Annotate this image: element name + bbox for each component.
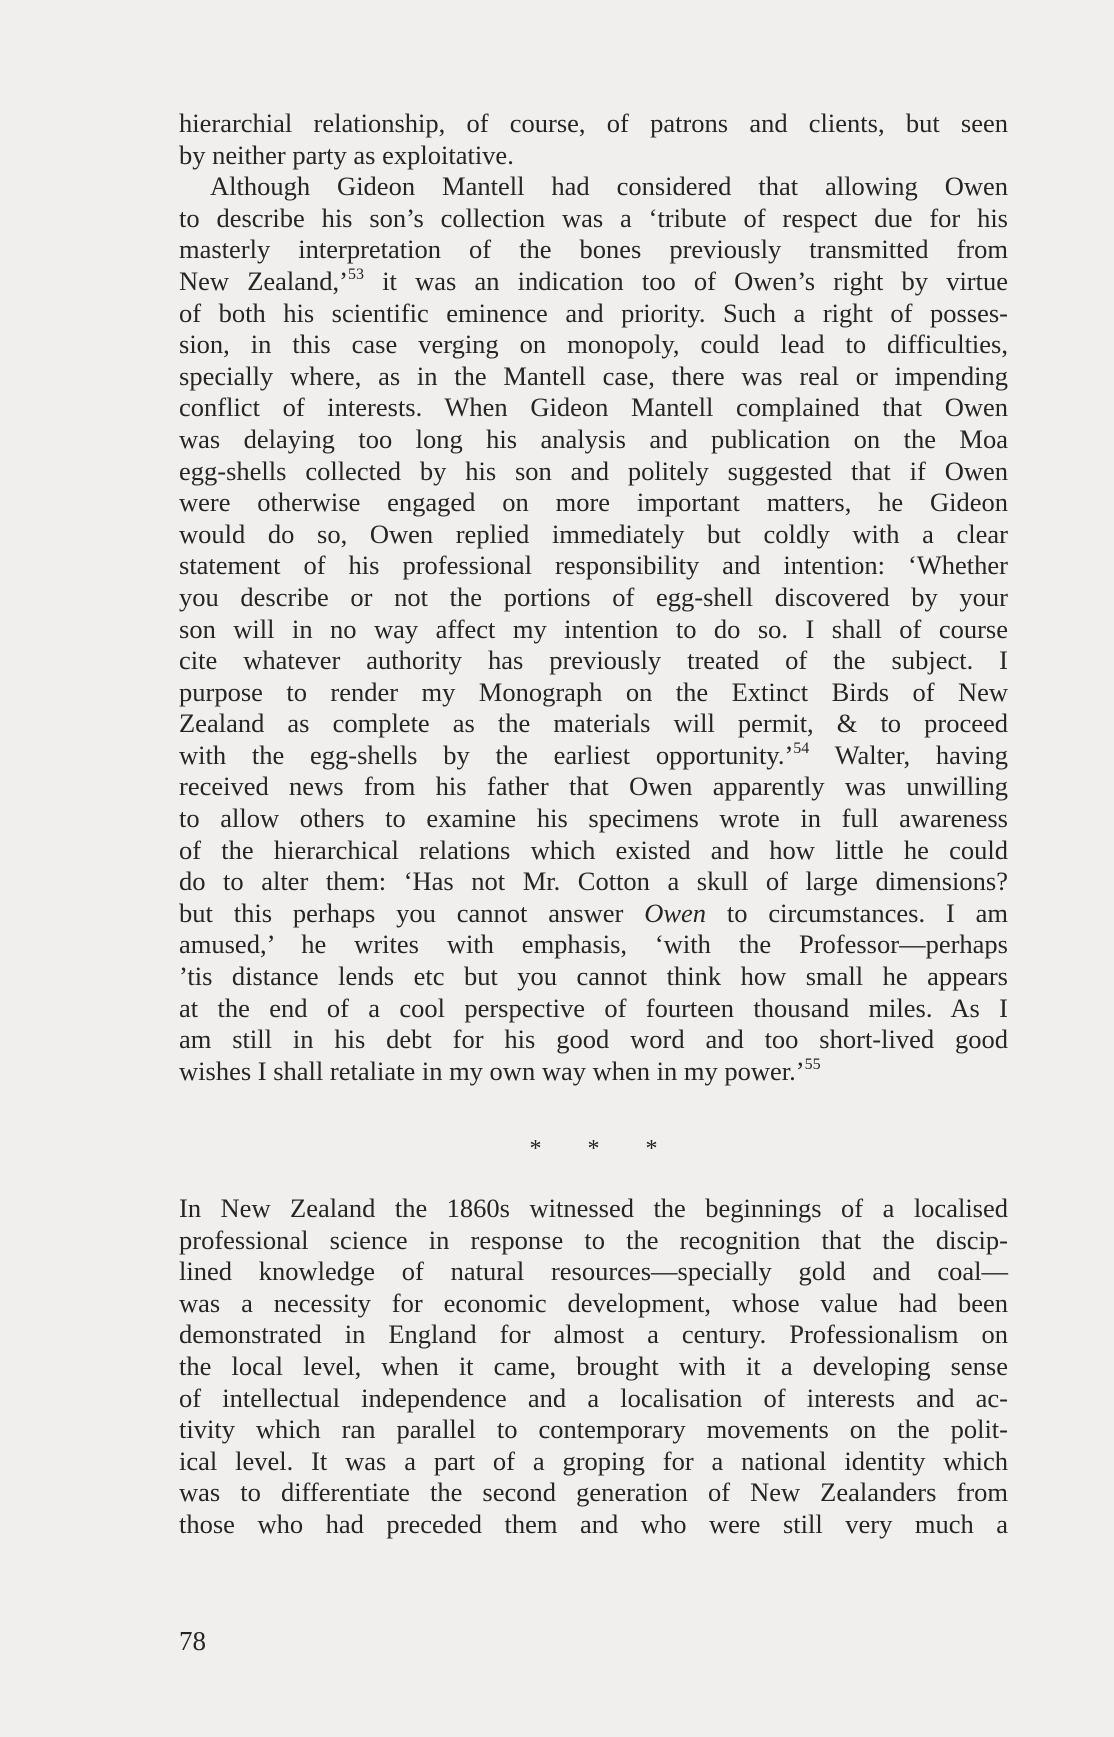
text-run: cite whatever authority has previously treated of the subject. I: [179, 645, 1008, 676]
text-run: of intellectual independence and a localisation of interests and ac-: [179, 1382, 1008, 1413]
text-line: [179, 582, 1008, 614]
text-run: received news from his father that Owen apparently was unwilling: [179, 771, 1008, 802]
text-line: [179, 961, 1008, 993]
top-text-block: [179, 108, 1008, 1087]
paragraph: [179, 171, 1008, 1087]
text-run: to allow others to examine his specimens wrote in full awareness: [179, 803, 1008, 834]
text-line: [179, 1024, 1008, 1056]
text-line: [179, 171, 1008, 203]
section-break: * * *: [529, 1136, 658, 1162]
text-run: at the end of a cool perspective of fourteen thousand miles. As I: [179, 992, 1008, 1023]
text-line: [179, 708, 1008, 740]
text-run: of the hierarchical relations which existed and how little he could: [179, 834, 1008, 865]
text-run: it was an indication too of Owen’s right by virtue: [364, 265, 1009, 296]
text-line: [179, 1477, 1008, 1509]
text-run: sion, in this case verging on monopoly, could lead to difficulties,: [179, 329, 1008, 360]
text-run: was delaying too long his analysis and publication on the Moa: [179, 423, 1008, 454]
text-run: professional science in response to the recognition that the discip-: [179, 1224, 1008, 1255]
text-line: [179, 1288, 1008, 1320]
text-run: statement of his professional responsibility and intention: ‘Whether: [179, 550, 1008, 581]
text-line: [179, 1351, 1008, 1383]
text-run: amused,’ he writes with emphasis, ‘with the Professor—perhaps: [179, 929, 1008, 960]
text-line: [179, 740, 1008, 772]
text-line: [179, 1056, 1008, 1088]
text-line: [179, 835, 1008, 867]
text-line: [179, 108, 1008, 140]
text-line: [179, 550, 1008, 582]
italic-text: Owen: [644, 897, 707, 928]
text-run: am still in his debt for his good word and too short-lived good: [179, 1024, 1008, 1055]
text-line: [179, 361, 1008, 393]
page-number: 78: [179, 1626, 206, 1656]
text-run: would do so, Owen replied immediately but coldly with a clear: [179, 518, 1008, 549]
text-run: son will in no way affect my intention to do so. I shall of course: [179, 613, 1008, 644]
bottom-text-block: [179, 1193, 1008, 1541]
text-line: [179, 803, 1008, 835]
text-run: lined knowledge of natural resources—specially gold and coal—: [179, 1256, 1008, 1287]
text-run: ’tis distance lends etc but you cannot think how small he appears: [179, 961, 1008, 992]
text-line: [179, 1509, 1008, 1541]
text-run: were otherwise engaged on more important matters, he Gideon: [179, 487, 1008, 518]
text-run: by neither party as exploitative.: [179, 139, 514, 170]
text-run: Although Gideon Mantell had considered that allowing Owen: [210, 171, 1008, 202]
text-line: [179, 1319, 1008, 1351]
text-line: [179, 1225, 1008, 1257]
text-line: [179, 392, 1008, 424]
text-line: [179, 1446, 1008, 1478]
text-line: [179, 1256, 1008, 1288]
text-line: [179, 1383, 1008, 1415]
text-line: [179, 614, 1008, 646]
text-run: conflict of interests. When Gideon Mantell complained that Owen: [179, 392, 1008, 423]
text-run: Zealand as complete as the materials will permit, & to proceed: [179, 708, 1008, 739]
text-line: [179, 298, 1008, 330]
text-line: [179, 645, 1008, 677]
text-line: [179, 898, 1008, 930]
text-run: Walter, having: [809, 739, 1008, 770]
text-line: [179, 456, 1008, 488]
text-run: hierarchial relationship, of course, of patrons and clients, but seen: [179, 108, 1008, 138]
text-run: do to alter them: ‘Has not Mr. Cotton a skull of large dimensions?: [179, 866, 1008, 897]
text-line: [179, 487, 1008, 519]
text-run: the local level, when it came, brought with it a developing sense: [179, 1350, 1008, 1381]
text-line: [179, 1193, 1008, 1225]
text-run: In New Zealand the 1860s witnessed the beginnings of a localised: [179, 1193, 1008, 1223]
text-line: [179, 234, 1008, 266]
text-run: of both his scientific eminence and priority. Such a right of posses-: [179, 297, 1008, 328]
text-line: [179, 266, 1008, 298]
text-line: [179, 929, 1008, 961]
text-line: [179, 140, 1008, 172]
text-run: ical level. It was a part of a groping for a national identity which: [179, 1445, 1008, 1476]
footnote-ref: 55: [804, 1055, 821, 1073]
text-line: [179, 866, 1008, 898]
text-run: to circumstances. I am: [706, 897, 1009, 928]
text-run: was to differentiate the second generation of New Zealanders from: [179, 1477, 1008, 1508]
text-run: to describe his son’s collection was a ‘tribute of respect due for his: [179, 202, 1008, 233]
text-run: masterly interpretation of the bones previously transmitted from: [179, 234, 1008, 265]
text-run: egg-shells collected by his son and politely suggested that if Owen: [179, 455, 1008, 486]
text-run: was a necessity for economic development, whose value had been: [179, 1287, 1008, 1318]
text-run: you describe or not the portions of egg-shell discovered by your: [179, 581, 1008, 612]
text-line: [179, 993, 1008, 1025]
text-line: [179, 677, 1008, 709]
text-run: but this perhaps you cannot answer: [179, 897, 645, 928]
text-line: [179, 1414, 1008, 1446]
text-line: [179, 519, 1008, 551]
paragraph: [179, 1193, 1008, 1541]
footnote-ref: 53: [348, 265, 365, 283]
footnote-ref: 54: [793, 739, 810, 757]
text-line: [179, 329, 1008, 361]
text-run: New Zealand,’: [179, 265, 349, 296]
paragraph: [179, 108, 1008, 171]
text-run: purpose to render my Monograph on the Extinct Birds of New: [179, 676, 1008, 707]
text-run: with the egg-shells by the earliest opportunity.’: [179, 739, 794, 770]
text-run: specially where, as in the Mantell case, there was real or impending: [179, 360, 1008, 391]
text-line: [179, 203, 1008, 235]
text-run: demonstrated in England for almost a century. Professionalism on: [179, 1319, 1008, 1350]
text-run: tivity which ran parallel to contemporary movements on the polit-: [179, 1414, 1008, 1445]
text-run: wishes I shall retaliate in my own way when in my power.’: [179, 1055, 805, 1086]
text-line: [179, 771, 1008, 803]
text-run: those who had preceded them and who were still very much a: [179, 1508, 1008, 1539]
text-line: [179, 424, 1008, 456]
